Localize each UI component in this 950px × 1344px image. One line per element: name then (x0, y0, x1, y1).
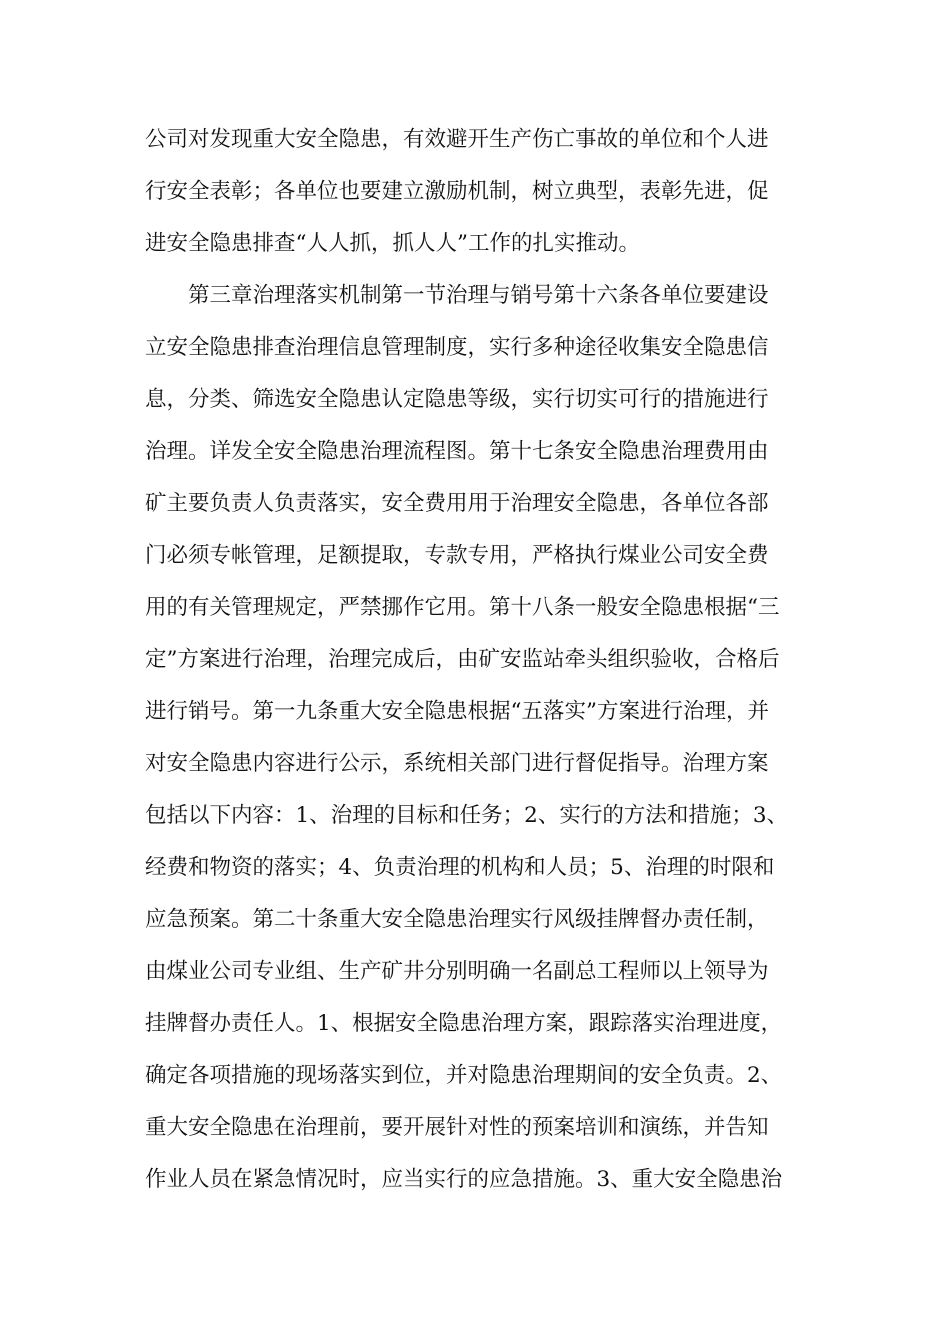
text-line: 门必须专帐管理，足额提取，专款专用，严格执行煤业公司安全费 (145, 543, 769, 568)
text-line: 作业人员在紧急情况时，应当实行的应急措施。3、重大安全隐患治 (145, 1167, 783, 1192)
text-line: 经费和物资的落实；4、负责治理的机构和人员；5、治理的时限和 (145, 855, 775, 880)
text-line: 行安全表彰；各单位也要建立激励机制，树立典型，表彰先进，促 (145, 179, 769, 204)
text-line: 挂牌督办责任人。1、根据安全隐患治理方案，跟踪落实治理进度， (145, 1011, 783, 1036)
text-line: 进行销号。第一九条重大安全隐患根据“五落实”方案进行治理，并 (145, 699, 769, 724)
text-line: 应急预案。第二十条重大安全隐患治理实行风级挂牌督办责任制， (145, 907, 769, 932)
text-line: 包括以下内容：1、治理的目标和任务；2、实行的方法和措施；3、 (145, 803, 789, 828)
text-line: 公司对发现重大安全隐患，有效避开生产伤亡事故的单位和个人进 (145, 127, 769, 152)
text-line: 由煤业公司专业组、生产矿井分别明确一名副总工程师以上领导为 (145, 959, 769, 984)
text-line: 对安全隐患内容进行公示，系统相关部门进行督促指导。治理方案 (145, 751, 769, 776)
text-line: 重大安全隐患在治理前，要开展针对性的预案培训和演练，并告知 (145, 1115, 769, 1140)
text-line: 立安全隐患排查治理信息管理制度，实行多种途径收集安全隐患信 (145, 335, 769, 360)
text-line: 用的有关管理规定，严禁挪作它用。第十八条一般安全隐患根据“三 (145, 595, 780, 620)
text-line: 息，分类、筛选安全隐患认定隐患等级，实行切实可行的措施进行 (145, 387, 769, 412)
text-line: 第三章治理落实机制第一节治理与销号第十六条各单位要建设 (145, 283, 769, 308)
text-line: 定”方案进行治理，治理完成后，由矿安监站牵头组织验收，合格后 (145, 647, 780, 672)
body-text (145, 114, 825, 1206)
text-line: 矿主要负责人负责落实，安全费用用于治理安全隐患，各单位各部 (145, 491, 769, 516)
text-line: 进安全隐患排查“人人抓，抓人人”工作的扎实推动。 (145, 231, 640, 256)
text-line: 确定各项措施的现场落实到位，并对隐患治理期间的安全负责。2、 (145, 1063, 783, 1088)
text-line: 治理。详发全安全隐患治理流程图。第十七条安全隐患治理费用由 (145, 439, 769, 464)
